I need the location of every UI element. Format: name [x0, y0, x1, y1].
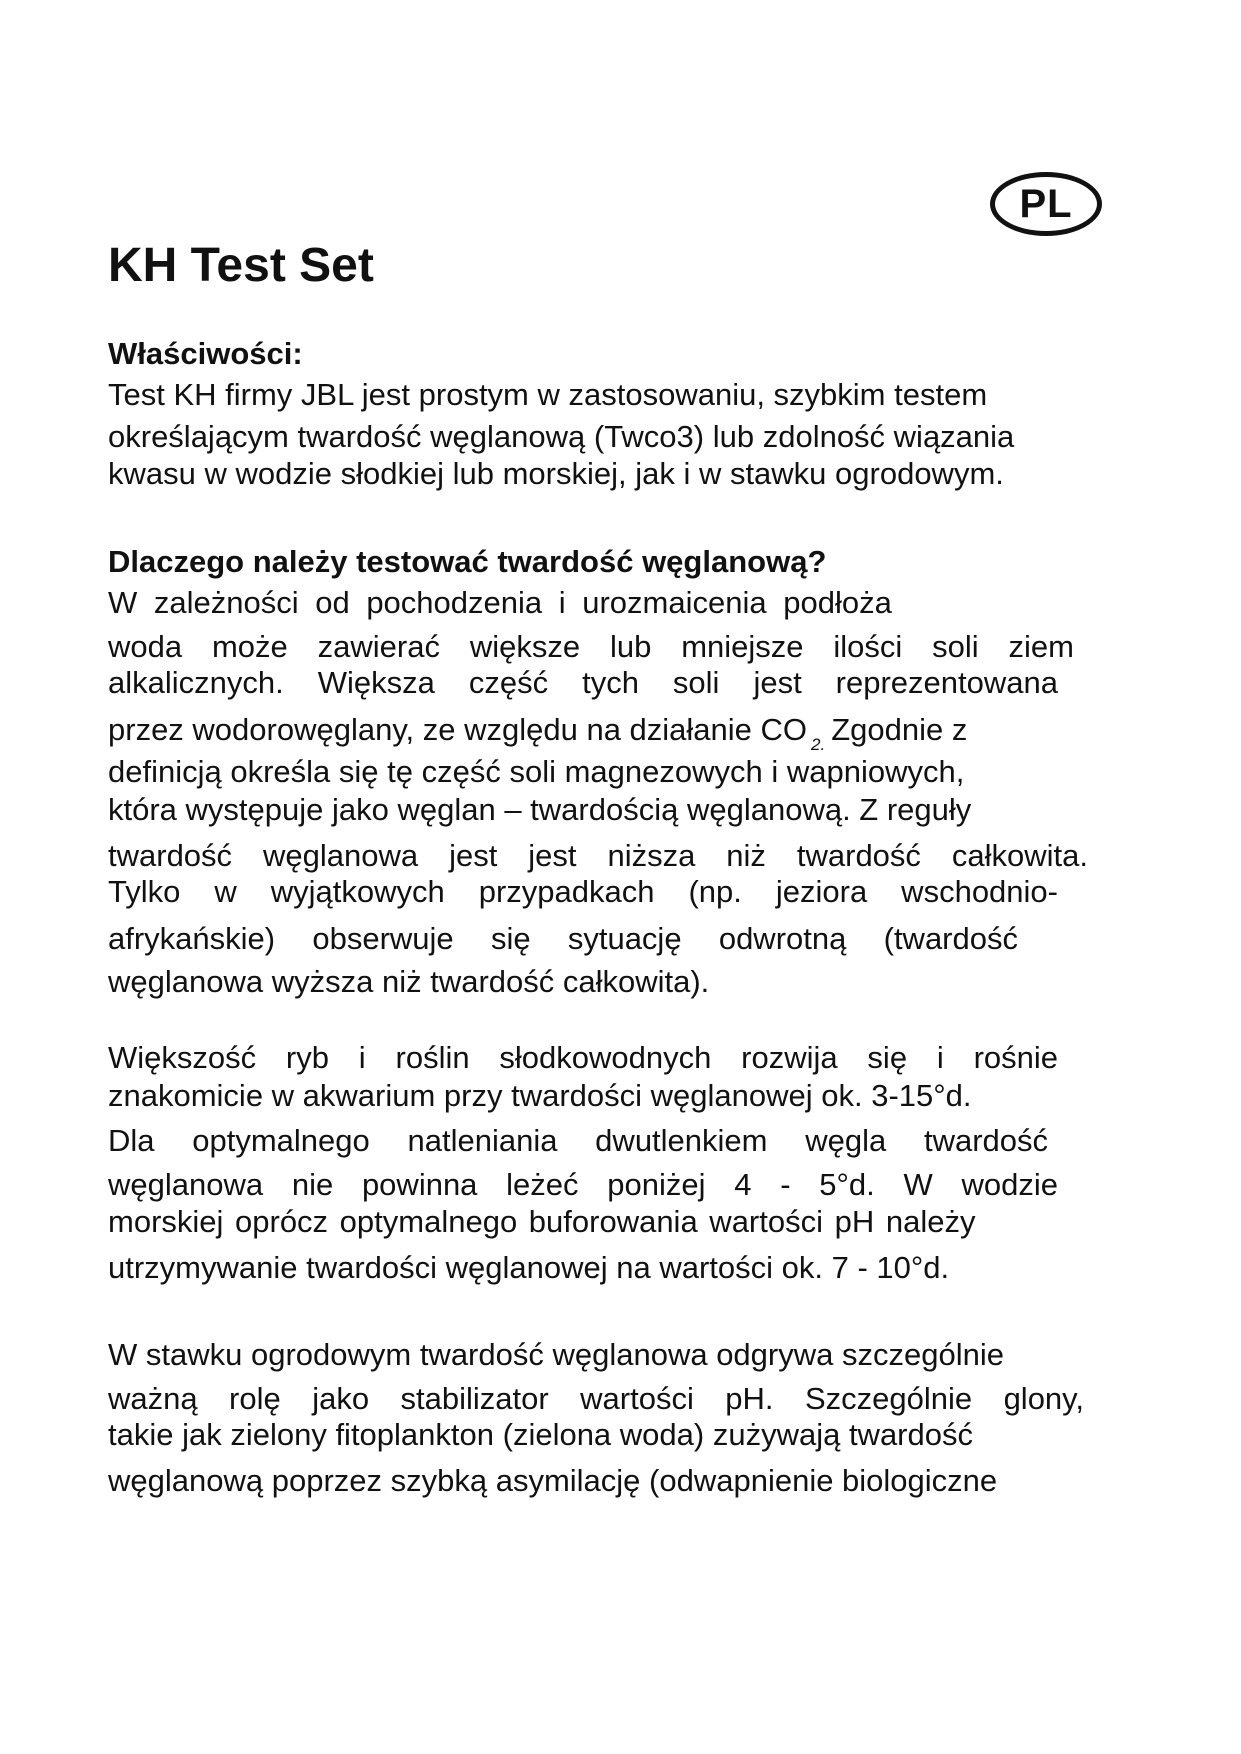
paragraph-line: alkalicznych. Większa część tych soli jest reprezentowana	[108, 665, 1058, 700]
paragraph-line: W zależności od pochodzenia i urozmaicenia podłoża	[108, 585, 892, 620]
paragraph-line: ważną rolę jako stabilizator wartości pH. Szczególnie glony,	[108, 1381, 1084, 1416]
paragraph-line: afrykańskie) obserwuje się sytuację odwrotną (twardość	[108, 921, 1018, 956]
paragraph-line: kwasu w wodzie słodkiej lub morskiej, jak i w stawku ogrodowym.	[108, 456, 1004, 491]
co2-text-after: Zgodnie z	[831, 712, 968, 747]
paragraph-line: która występuje jako węglan – twardością węglanową. Z reguły	[108, 792, 972, 827]
paragraph-line: utrzymywanie twardości węglanowej na wartości ok. 7 - 10°d.	[108, 1250, 950, 1285]
paragraph-line: Test KH firmy JBL jest prostym w zastosowaniu, szybkim testem	[108, 377, 988, 412]
paragraph-line: W stawku ogrodowym twardość węglanowa odgrywa szczególnie	[108, 1337, 1004, 1372]
section-heading-why-test: Dlaczego należy testować twardość węglanową?	[108, 544, 827, 579]
paragraph-line: węglanowa wyższa niż twardość całkowita).	[108, 964, 710, 999]
paragraph-line: woda może zawierać większe lub mniejsze ilości soli ziem	[108, 629, 1074, 664]
paragraph-line: morskiej oprócz optymalnego buforowania wartości pH należy	[108, 1204, 976, 1239]
paragraph-line: określającym twardość węglanową (Twco3) lub zdolność wiązania	[108, 419, 1015, 454]
paragraph-line: Tylko w wyjątkowych przypadkach (np. jeziora wschodnio-	[108, 874, 1058, 909]
paragraph-line: definicją określa się tę część soli magnezowych i wapniowych,	[108, 754, 965, 789]
paragraph-line: Dla optymalnego natleniania dwutlenkiem węgla twardość	[108, 1123, 1048, 1158]
co2-text-before: przez wodorowęglany, ze względu na działanie CO	[108, 712, 808, 747]
page-title: KH Test Set	[108, 239, 374, 292]
section-heading-properties: Właściwości:	[108, 336, 303, 371]
paragraph-line: węglanową poprzez szybką asymilację (odwapnienie biologiczne	[108, 1463, 998, 1498]
language-badge: PL	[990, 172, 1102, 236]
co2-subscript: 2.	[811, 735, 826, 754]
paragraph-line: Większość ryb i roślin słodkowodnych rozwija się i rośnie	[108, 1040, 1058, 1075]
paragraph-line: takie jak zielony fitoplankton (zielona woda) zużywają twardość	[108, 1417, 973, 1452]
paragraph-line: twardość węglanowa jest jest niższa niż twardość całkowita.	[108, 838, 1088, 873]
paragraph-line: węglanowa nie powinna leżeć poniżej 4 - 5°d. W wodzie	[108, 1167, 1058, 1202]
paragraph-line: znakomicie w akwarium przy twardości węglanowej ok. 3-15°d.	[108, 1078, 972, 1113]
